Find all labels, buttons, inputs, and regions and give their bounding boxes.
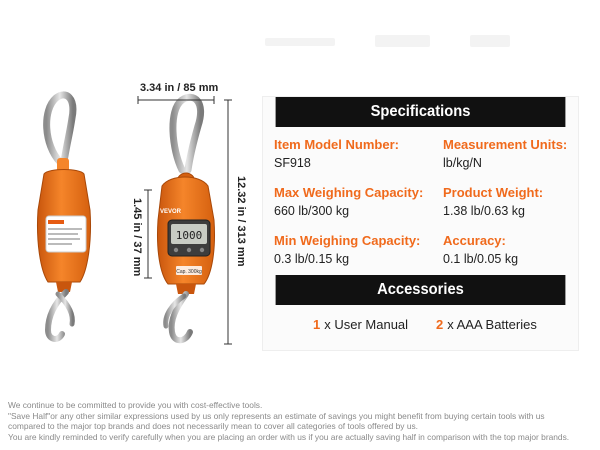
width-dimension-label: 3.34 in / 85 mm [140, 82, 219, 94]
spec-value: 1.38 lb/0.63 kg [443, 204, 526, 218]
spec-item-measurement-units [443, 137, 567, 170]
accessory-qty: 1 [313, 317, 321, 332]
accessory-item [436, 317, 537, 332]
specifications-header: Specifications [276, 97, 566, 127]
spec-item-min-capacity [274, 233, 420, 266]
crane-scale-images [0, 70, 255, 370]
spec-value: 0.3 lb/0.15 kg [274, 252, 350, 266]
spec-item-model-number [274, 137, 399, 170]
accessory-text: x User Manual [324, 317, 409, 332]
brand-logo: VEVOR [160, 209, 182, 215]
spec-value: 660 lb/300 kg [274, 204, 350, 218]
spec-label: Product Weight: [443, 185, 544, 200]
accessory-qty: 2 [436, 317, 444, 332]
scale-side-view [37, 95, 90, 339]
disclaimer-line: You are kindly reminded to verify carefully when you are placing an order with us if you are actually saving half in comparison with the top major brands. [8, 431, 570, 442]
spec-label: Item Model Number: [274, 137, 399, 152]
height-dimension-label: 12.32 in / 313 mm [235, 176, 247, 267]
accessory-item [313, 317, 408, 332]
disclaimer-line: We continue to be committed to provide you with cost-effective tools. [8, 400, 263, 410]
thickness-dimension-label: 1.45 in / 37 mm [131, 198, 143, 277]
spec-label: Max Weighing Capacity: [274, 185, 424, 200]
accessories-header: Accessories [276, 275, 566, 305]
spec-item-accuracy [443, 233, 518, 266]
spec-label: Accuracy: [443, 233, 506, 248]
display-caption: Cap. 300kg [176, 269, 202, 275]
disclaimer-line: "Save Half"or any other similar expressions used by us only represents an estimate of savings you might benefit from buying certain tools with us [8, 410, 545, 421]
accessory-text: x AAA Batteries [447, 317, 537, 332]
spec-item-product-weight [443, 185, 543, 218]
disclaimer-text [8, 400, 598, 442]
scale-front-view [157, 97, 214, 340]
spec-value: lb/kg/N [443, 156, 482, 170]
display-reading: 1000 [175, 229, 203, 242]
spec-label: Measurement Units: [443, 137, 568, 152]
spec-label: Min Weighing Capacity: [274, 233, 421, 248]
background-mark [375, 35, 430, 47]
spec-value: SF918 [274, 156, 311, 170]
spec-item-max-capacity [274, 185, 423, 218]
specifications-card [263, 97, 578, 350]
spec-value: 0.1 lb/0.05 kg [443, 252, 519, 266]
disclaimer-line: compared to the major top brands and does not necessarily mean to cover all categories of tools offered by us. [8, 421, 418, 432]
product-illustration [0, 70, 255, 370]
background-mark [265, 38, 335, 46]
background-mark [470, 35, 510, 47]
